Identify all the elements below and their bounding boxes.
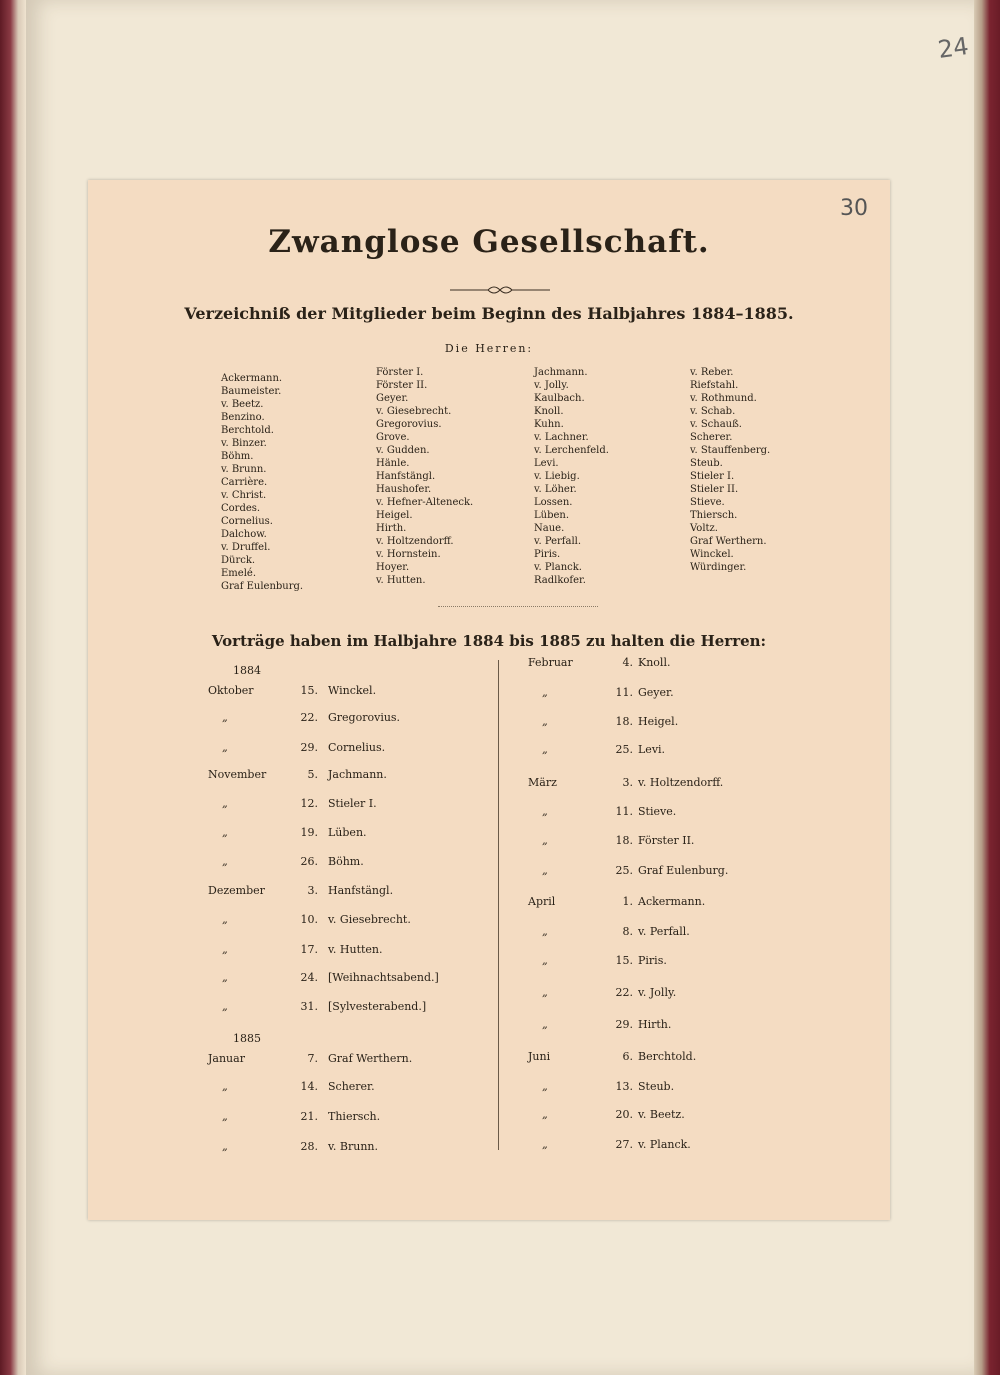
member-name: Steub.: [690, 458, 723, 469]
schedule-month: April: [528, 895, 556, 908]
schedule-day: 24.: [300, 971, 318, 984]
folio-number: 24: [936, 32, 971, 64]
member-name: v. Hefner-Alteneck.: [376, 497, 474, 508]
schedule-day: 7.: [307, 1052, 318, 1065]
schedule-day: 26.: [300, 855, 318, 868]
book-binding: [0, 0, 26, 1375]
schedule-day: 27.: [615, 1138, 633, 1151]
member-name: Stieler I.: [690, 471, 735, 482]
member-column-3: [534, 366, 609, 587]
schedule-speaker: [Sylvesterabend.]: [328, 1000, 427, 1013]
ornament-divider: [450, 284, 550, 296]
member-name: Winckel.: [690, 549, 734, 560]
schedule-month: „: [222, 943, 228, 956]
member-name: v. Brunn.: [221, 464, 267, 475]
schedule-day: 1.: [622, 895, 633, 908]
schedule-speaker: Knoll.: [638, 656, 671, 669]
member-name: v. Holtzendorff.: [376, 536, 454, 547]
member-name: Baumeister.: [221, 386, 282, 397]
schedule-day: 25.: [615, 743, 633, 756]
member-name: Kuhn.: [534, 419, 564, 430]
schedule-day: 17.: [300, 943, 318, 956]
schedule-month: „: [542, 925, 548, 938]
member-name: v. Stauffenberg.: [690, 445, 771, 456]
member-name: Benzino.: [221, 412, 265, 423]
schedule-divider: [498, 660, 499, 1150]
member-name: Naue.: [534, 523, 565, 534]
member-name: Heigel.: [376, 510, 413, 521]
member-name: Hänle.: [376, 458, 410, 469]
member-name: Berchtold.: [221, 425, 274, 436]
schedule-month: „: [542, 743, 548, 756]
schedule-speaker: Förster II.: [638, 834, 695, 847]
schedule-day: 4.: [622, 656, 633, 669]
member-name: Dalchow.: [221, 529, 267, 540]
member-name: Graf Eulenburg.: [221, 581, 304, 592]
schedule-day: 10.: [300, 913, 318, 926]
schedule-month: „: [542, 805, 548, 818]
schedule-day: 14.: [300, 1080, 318, 1093]
member-name: Grove.: [376, 432, 410, 443]
schedule-day: 20.: [615, 1108, 633, 1121]
document-subtitle: Verzeichniß der Mitglieder beim Beginn des Halbjahres 1884–1885.: [184, 304, 794, 323]
member-name: v. Löher.: [534, 484, 577, 495]
year-label: 1885: [233, 1032, 261, 1045]
schedule-speaker: Winckel.: [328, 684, 377, 697]
member-name: Lüben.: [534, 510, 570, 521]
schedule-month: „: [222, 1080, 228, 1093]
schedule-speaker: v. Hutten.: [328, 943, 383, 956]
schedule-speaker: Stieve.: [638, 805, 677, 818]
schedule-speaker: Böhm.: [328, 855, 364, 868]
member-name: Kaulbach.: [534, 393, 585, 404]
member-name: v. Schab.: [690, 406, 736, 417]
schedule-day: 21.: [300, 1110, 318, 1123]
schedule-speaker: Graf Eulenburg.: [638, 864, 729, 877]
member-name: Lossen.: [534, 497, 573, 508]
book-cover-edge: [974, 0, 1000, 1375]
schedule-speaker: Thiersch.: [328, 1110, 381, 1123]
member-name: Förster I.: [376, 367, 424, 378]
schedule-month: „: [542, 864, 548, 877]
member-name: Voltz.: [690, 523, 718, 534]
schedule-day: 3.: [622, 776, 633, 789]
schedule-speaker: Geyer.: [638, 686, 674, 699]
schedule-month: Dezember: [208, 884, 265, 897]
schedule-day: 8.: [622, 925, 633, 938]
schedule-day: 19.: [300, 826, 318, 839]
member-name: Knoll.: [534, 406, 564, 417]
schedule-speaker: Berchtold.: [638, 1050, 697, 1063]
schedule-day: 3.: [307, 884, 318, 897]
schedule-day: 29.: [300, 741, 318, 754]
schedule-month: „: [542, 954, 548, 967]
schedule-speaker: Stieler I.: [328, 797, 377, 810]
member-name: v. Planck.: [534, 562, 582, 573]
schedule-speaker: Levi.: [638, 743, 666, 756]
schedule-month: „: [222, 797, 228, 810]
schedule-month: „: [542, 986, 548, 999]
schedule-day: 31.: [300, 1000, 318, 1013]
schedule-speaker: Lüben.: [328, 826, 367, 839]
document-title: Zwanglose Gesellschaft.: [268, 224, 710, 260]
member-name: Hanfstängl.: [376, 471, 436, 482]
member-name: v. Beetz.: [221, 399, 264, 410]
schedule-month: „: [222, 1110, 228, 1123]
member-name: v. Giesebrecht.: [376, 406, 452, 417]
schedule-day: 28.: [300, 1140, 318, 1153]
schedule-month: Februar: [528, 656, 573, 669]
member-name: v. Binzer.: [221, 438, 267, 449]
schedule-day: 6.: [622, 1050, 633, 1063]
member-name: v. Lachner.: [534, 432, 589, 443]
schedule-speaker: v. Holtzendorff.: [638, 776, 724, 789]
member-name: Cornelius.: [221, 516, 273, 527]
schedule-speaker: Jachmann.: [328, 768, 387, 781]
schedule-speaker: v. Brunn.: [328, 1140, 378, 1153]
schedule-speaker: Steub.: [638, 1080, 675, 1093]
schedule-day: 22.: [300, 711, 318, 724]
schedule-speaker: [Weihnachtsabend.]: [328, 971, 439, 984]
member-name: v. Liebig.: [534, 471, 580, 482]
schedule-month: „: [222, 711, 228, 724]
member-name: Böhm.: [221, 451, 254, 462]
member-name: Haushofer.: [376, 484, 432, 495]
schedule-day: 5.: [307, 768, 318, 781]
member-name: Emelé.: [221, 568, 256, 579]
sheet-number: 30: [840, 196, 868, 221]
schedule-speaker: Cornelius.: [328, 741, 386, 754]
schedule-speaker: v. Beetz.: [638, 1108, 685, 1121]
gentlemen-heading: Die Herren:: [444, 342, 534, 355]
member-name: v. Hutten.: [376, 575, 426, 586]
schedule-month: „: [222, 855, 228, 868]
member-name: Radlkofer.: [534, 575, 586, 586]
schedule-speaker: Piris.: [638, 954, 667, 967]
member-name: v. Schauß.: [690, 419, 742, 430]
schedule-month: November: [208, 768, 267, 781]
member-name: Ackermann.: [221, 373, 283, 384]
schedule-speaker: Hirth.: [638, 1018, 672, 1031]
member-name: Jachmann.: [534, 367, 588, 378]
member-name: Levi.: [534, 458, 559, 469]
member-column-4: [690, 366, 770, 574]
schedule-month: Januar: [208, 1052, 245, 1065]
schedule-speaker: Heigel.: [638, 715, 679, 728]
member-name: Carrière.: [221, 477, 268, 488]
schedule-month: „: [542, 1018, 548, 1031]
schedule-day: 13.: [615, 1080, 633, 1093]
member-name: Cordes.: [221, 503, 261, 514]
schedule-day: 18.: [615, 715, 633, 728]
member-name: Gregorovius.: [376, 419, 442, 430]
schedule-month: „: [542, 1138, 548, 1151]
member-name: v. Lerchenfeld.: [534, 445, 609, 456]
member-name: Piris.: [534, 549, 561, 560]
member-name: v. Reber.: [690, 367, 734, 378]
schedule-month: „: [222, 1000, 228, 1013]
schedule-day: 29.: [615, 1018, 633, 1031]
member-name: Hirth.: [376, 523, 407, 534]
member-name: Dürck.: [221, 555, 256, 566]
member-column-1: [221, 372, 303, 593]
schedule-speaker: Hanfstängl.: [328, 884, 394, 897]
schedule-month: „: [222, 1140, 228, 1153]
member-name: Thiersch.: [690, 510, 738, 521]
schedule-month: Oktober: [208, 684, 254, 697]
schedule-month: „: [542, 1108, 548, 1121]
section-rule: [438, 606, 598, 607]
schedule-month: Juni: [528, 1050, 551, 1063]
member-name: v. Druffel.: [221, 542, 271, 553]
schedule-day: 22.: [615, 986, 633, 999]
schedule-speaker: Graf Werthern.: [328, 1052, 413, 1065]
member-name: Förster II.: [376, 380, 428, 391]
schedule-speaker: v. Giesebrecht.: [328, 913, 411, 926]
member-name: v. Christ.: [221, 490, 267, 501]
member-name: Riefstahl.: [690, 380, 739, 391]
schedule-day: 12.: [300, 797, 318, 810]
printed-sheet: [88, 180, 890, 1220]
member-name: v. Jolly.: [534, 380, 569, 391]
schedule-month: „: [542, 834, 548, 847]
member-name: Geyer.: [376, 393, 409, 404]
schedule-day: 11.: [615, 805, 633, 818]
schedule-day: 11.: [615, 686, 633, 699]
schedule-month: „: [222, 913, 228, 926]
schedule-day: 25.: [615, 864, 633, 877]
schedule-speaker: Gregorovius.: [328, 711, 401, 724]
schedule-speaker: v. Jolly.: [638, 986, 677, 999]
schedule-speaker: v. Planck.: [638, 1138, 691, 1151]
member-name: Scherer.: [690, 432, 733, 443]
schedule-speaker: v. Perfall.: [638, 925, 690, 938]
schedule-day: 18.: [615, 834, 633, 847]
member-name: Graf Werthern.: [690, 536, 767, 547]
member-name: v. Perfall.: [534, 536, 582, 547]
schedule-day: 15.: [615, 954, 633, 967]
member-name: Stieve.: [690, 497, 725, 508]
schedule-month: „: [222, 741, 228, 754]
member-name: v. Hornstein.: [376, 549, 441, 560]
schedule-day: 15.: [300, 684, 318, 697]
member-name: v. Gudden.: [376, 445, 430, 456]
schedule-title: Vorträge haben im Halbjahre 1884 bis 1885 zu halten die Herren:: [211, 632, 767, 650]
year-label: 1884: [233, 664, 261, 677]
schedule-month: „: [222, 971, 228, 984]
member-name: Hoyer.: [376, 562, 410, 573]
schedule-month: März: [528, 776, 557, 789]
member-name: Stieler II.: [690, 484, 739, 495]
member-column-2: [376, 366, 473, 587]
member-name: v. Rothmund.: [690, 393, 757, 404]
schedule-speaker: Scherer.: [328, 1080, 375, 1093]
member-name: Würdinger.: [690, 562, 747, 573]
schedule-month: „: [542, 715, 548, 728]
schedule-speaker: Ackermann.: [638, 895, 706, 908]
schedule-month: „: [542, 1080, 548, 1093]
schedule-month: „: [222, 826, 228, 839]
schedule-month: „: [542, 686, 548, 699]
